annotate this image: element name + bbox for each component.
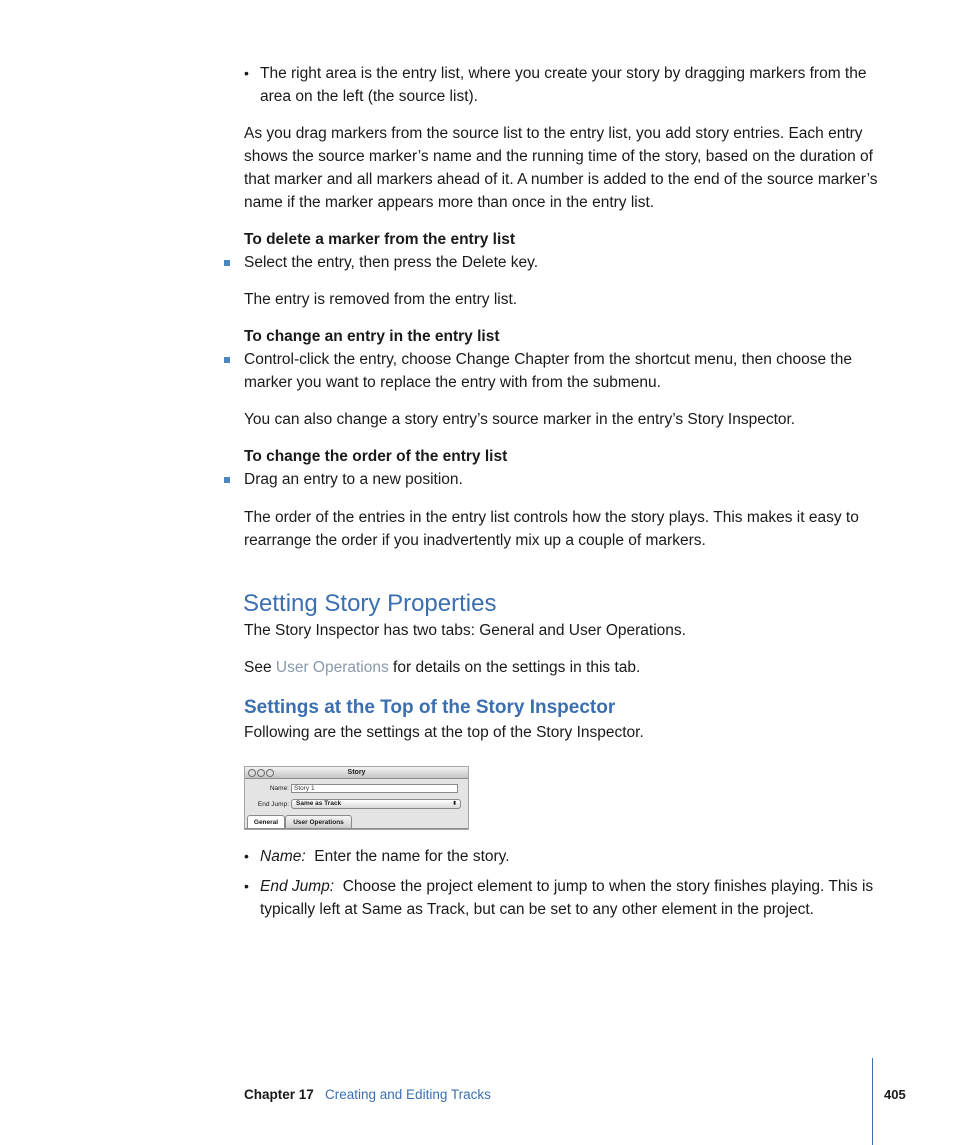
- story-inspector-screenshot: [244, 766, 469, 830]
- setting-term: Name:: [260, 848, 306, 865]
- task-heading-change: To change an entry in the entry list: [244, 328, 500, 345]
- setting-term: End Jump:: [260, 878, 335, 895]
- task-result-order: The order of the entries in the entry list controls how the story plays. This makes it easy to rearrange the order if you inadvertently mix up a couple of markers.: [244, 509, 859, 549]
- end-jump-value: Same as Track: [296, 800, 342, 807]
- tab-user-operations[interactable]: User Operations: [285, 815, 352, 828]
- bullet-dot: •: [244, 878, 249, 894]
- tab-divider: [245, 828, 468, 829]
- task-step-delete-text: Select the entry, then press the Delete key.: [244, 254, 539, 271]
- step-bullet-icon: [224, 477, 230, 483]
- subsection-title: Settings at the Top of the Story Inspector: [244, 697, 616, 718]
- setting-name-text: [260, 845, 884, 868]
- bullet-dot: •: [244, 65, 249, 81]
- footer-chapter-title[interactable]: Creating and Editing Tracks: [325, 1087, 491, 1102]
- setting-desc: Enter the name for the story.: [314, 848, 510, 865]
- setting-end-jump-text: [260, 875, 884, 921]
- footer-chapter: Chapter 17: [244, 1087, 314, 1102]
- step-bullet-icon: [224, 357, 230, 363]
- name-field[interactable]: Story 1: [291, 784, 458, 793]
- setting-name: [244, 845, 884, 868]
- task-heading-delete: To delete a marker from the entry list: [244, 231, 516, 248]
- end-jump-popup[interactable]: [291, 799, 461, 809]
- task-result-change: You can also change a story entry’s source marker in the entry’s Story Inspector.: [244, 411, 796, 428]
- paragraph-drag-markers: As you drag markers from the source list to the entry list, you add story entries. Each entry shows the source marker’s name and the running time of the story, based on the duration of that marker and all markers ahead of it. A number is added to the end of the source marker’s name if the marker appears more than once in the entry list.: [244, 125, 878, 211]
- step-bullet-icon: [224, 260, 230, 266]
- task-heading-order: To change the order of the entry list: [244, 448, 508, 465]
- end-jump-label: End Jump:: [257, 801, 289, 808]
- subsection-intro: Following are the settings at the top of the Story Inspector.: [244, 724, 644, 741]
- task-step-change: [224, 348, 884, 394]
- intro-bullet-text: The right area is the entry list, where you create your story by dragging markers from the area on the left (the source list).: [260, 65, 867, 105]
- page-number: 405: [884, 1087, 906, 1102]
- user-operations-link[interactable]: User Operations: [275, 659, 389, 676]
- setting-end-jump: [244, 875, 884, 921]
- name-label: Name:: [269, 785, 289, 792]
- footer-divider: [872, 1058, 873, 1145]
- popup-arrows-icon: ⬍: [451, 801, 457, 807]
- section-intro: The Story Inspector has two tabs: General and User Operations.: [244, 622, 686, 639]
- task-step-change-text: Control-click the entry, choose Change Chapter from the shortcut menu, then choose the marker you want to replace the entry with from the submenu.: [244, 351, 852, 391]
- see-suffix: for details on the settings in this tab.: [388, 659, 641, 676]
- intro-bullet: [244, 62, 884, 108]
- inspector-title: Story: [347, 769, 366, 776]
- see-also: [244, 656, 884, 679]
- task-step-order: [224, 468, 884, 491]
- task-result-delete: The entry is removed from the entry list.: [244, 291, 518, 308]
- task-step-delete: [224, 251, 884, 274]
- setting-desc: Choose the project element to jump to when the story finishes playing. This is typically left at Same as Track, but can be set to any other element in the project.: [260, 878, 874, 918]
- tab-general[interactable]: General: [247, 815, 285, 828]
- task-step-order-text: Drag an entry to a new position.: [244, 471, 463, 488]
- bullet-dot: •: [244, 848, 249, 864]
- inspector-title-bar: [245, 767, 468, 779]
- section-title: Setting Story Properties: [243, 590, 497, 617]
- see-prefix: See: [244, 659, 276, 676]
